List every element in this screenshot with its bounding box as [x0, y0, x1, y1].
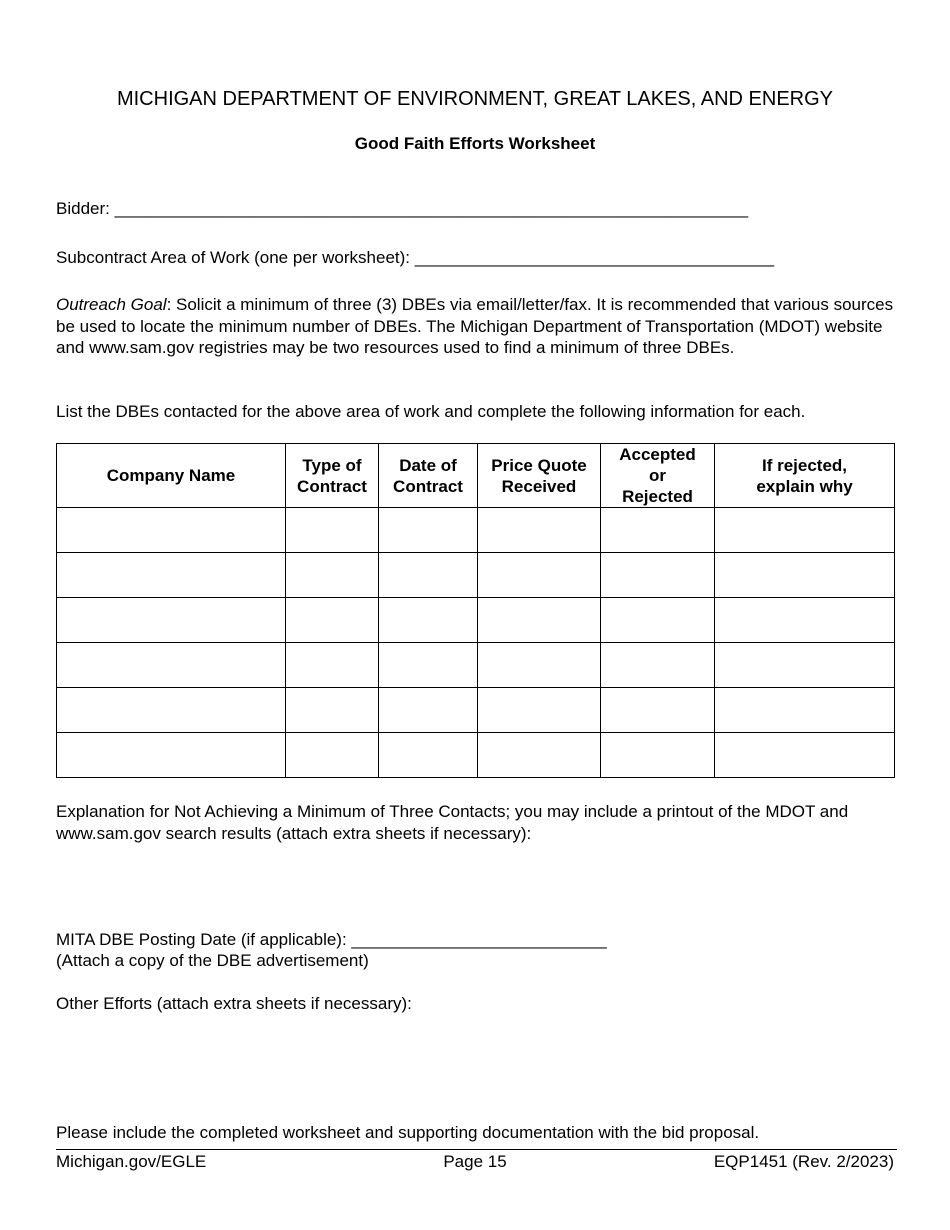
subcontract-area-field[interactable]: Subcontract Area of Work (one per worksheet): ______________________________________ — [56, 248, 775, 267]
footer-form-number: EQP1451 (Rev. 2/2023) — [713, 1152, 894, 1171]
company-name-cell[interactable] — [57, 688, 286, 733]
rejection-reason-cell[interactable] — [715, 553, 895, 598]
footer-page-number: Page 15 — [443, 1152, 507, 1171]
accepted-rejected-cell[interactable] — [601, 598, 715, 643]
closing-instruction: Please include the completed worksheet and supporting documentation with the bid proposal. — [56, 1123, 760, 1142]
accepted-rejected-cell[interactable] — [601, 688, 715, 733]
date-of-contract-cell[interactable] — [379, 598, 478, 643]
price-quote-cell[interactable] — [478, 508, 601, 553]
bidder-field[interactable]: Bidder: ___________________________________________________________________ — [56, 199, 749, 218]
worksheet-title: Good Faith Efforts Worksheet — [354, 134, 596, 153]
type-of-contract-cell[interactable] — [286, 553, 379, 598]
table-header-row — [57, 444, 895, 508]
header-if-rejected-explain: If rejected, explain why — [715, 444, 895, 508]
accepted-rejected-cell[interactable] — [601, 508, 715, 553]
rejection-reason-cell[interactable] — [715, 733, 895, 778]
date-of-contract-cell[interactable] — [379, 508, 478, 553]
header-date-of-contract: Date of Contract — [379, 444, 478, 508]
mita-posting-date-field[interactable]: MITA DBE Posting Date (if applicable): ___________________________ — [56, 930, 607, 949]
table-row — [57, 598, 895, 643]
date-of-contract-cell[interactable] — [379, 688, 478, 733]
type-of-contract-cell[interactable] — [286, 598, 379, 643]
header-type-of-contract: Type of Contract — [286, 444, 379, 508]
explanation-prompt: Explanation for Not Achieving a Minimum of Three Contacts; you may include a printout of the MDOT and www.sam.gov search results (attach extra sheets if necessary): — [56, 802, 849, 843]
date-of-contract-cell[interactable] — [379, 553, 478, 598]
price-quote-cell[interactable] — [478, 598, 601, 643]
header-price-quote-received: Price Quote Received — [478, 444, 601, 508]
table-row — [57, 508, 895, 553]
rejection-reason-cell[interactable] — [715, 688, 895, 733]
type-of-contract-cell[interactable] — [286, 643, 379, 688]
company-name-cell[interactable] — [57, 733, 286, 778]
price-quote-cell[interactable] — [478, 733, 601, 778]
header-accepted-or-rejected: Accepted or Rejected — [601, 444, 715, 508]
agency-name: MICHIGAN DEPARTMENT OF ENVIRONMENT, GREAT LAKES, AND ENERGY — [116, 88, 834, 110]
outreach-goal-paragraph — [56, 294, 901, 359]
list-instruction: List the DBEs contacted for the above area of work and complete the following information for each. — [56, 402, 806, 421]
other-efforts-prompt: Other Efforts (attach extra sheets if necessary): — [56, 994, 412, 1013]
table-row — [57, 733, 895, 778]
accepted-rejected-cell[interactable] — [601, 643, 715, 688]
type-of-contract-cell[interactable] — [286, 733, 379, 778]
outreach-goal-label: Outreach Goal — [56, 295, 167, 314]
table-row — [57, 688, 895, 733]
type-of-contract-cell[interactable] — [286, 508, 379, 553]
outreach-goal-text: : Solicit a minimum of three (3) DBEs via email/letter/fax. It is recommended that various sources be used to locate the minimum number of DBEs. The Michigan Department of Transportation (MDOT) website and www.sam.gov registries may be two resources used to find a minimum of three DBEs. — [56, 295, 894, 357]
date-of-contract-cell[interactable] — [379, 643, 478, 688]
footer-divider — [56, 1149, 897, 1150]
price-quote-cell[interactable] — [478, 643, 601, 688]
accepted-rejected-cell[interactable] — [601, 553, 715, 598]
rejection-reason-cell[interactable] — [715, 508, 895, 553]
date-of-contract-cell[interactable] — [379, 733, 478, 778]
mita-attach-note: (Attach a copy of the DBE advertisement) — [56, 951, 369, 970]
type-of-contract-cell[interactable] — [286, 688, 379, 733]
dbe-contacts-table — [56, 443, 895, 778]
rejection-reason-cell[interactable] — [715, 643, 895, 688]
table-row — [57, 553, 895, 598]
accepted-rejected-cell[interactable] — [601, 733, 715, 778]
company-name-cell[interactable] — [57, 553, 286, 598]
table-row — [57, 643, 895, 688]
company-name-cell[interactable] — [57, 598, 286, 643]
price-quote-cell[interactable] — [478, 553, 601, 598]
price-quote-cell[interactable] — [478, 688, 601, 733]
rejection-reason-cell[interactable] — [715, 598, 895, 643]
company-name-cell[interactable] — [57, 643, 286, 688]
company-name-cell[interactable] — [57, 508, 286, 553]
header-company-name: Company Name — [57, 444, 286, 508]
footer-website: Michigan.gov/EGLE — [56, 1152, 207, 1171]
